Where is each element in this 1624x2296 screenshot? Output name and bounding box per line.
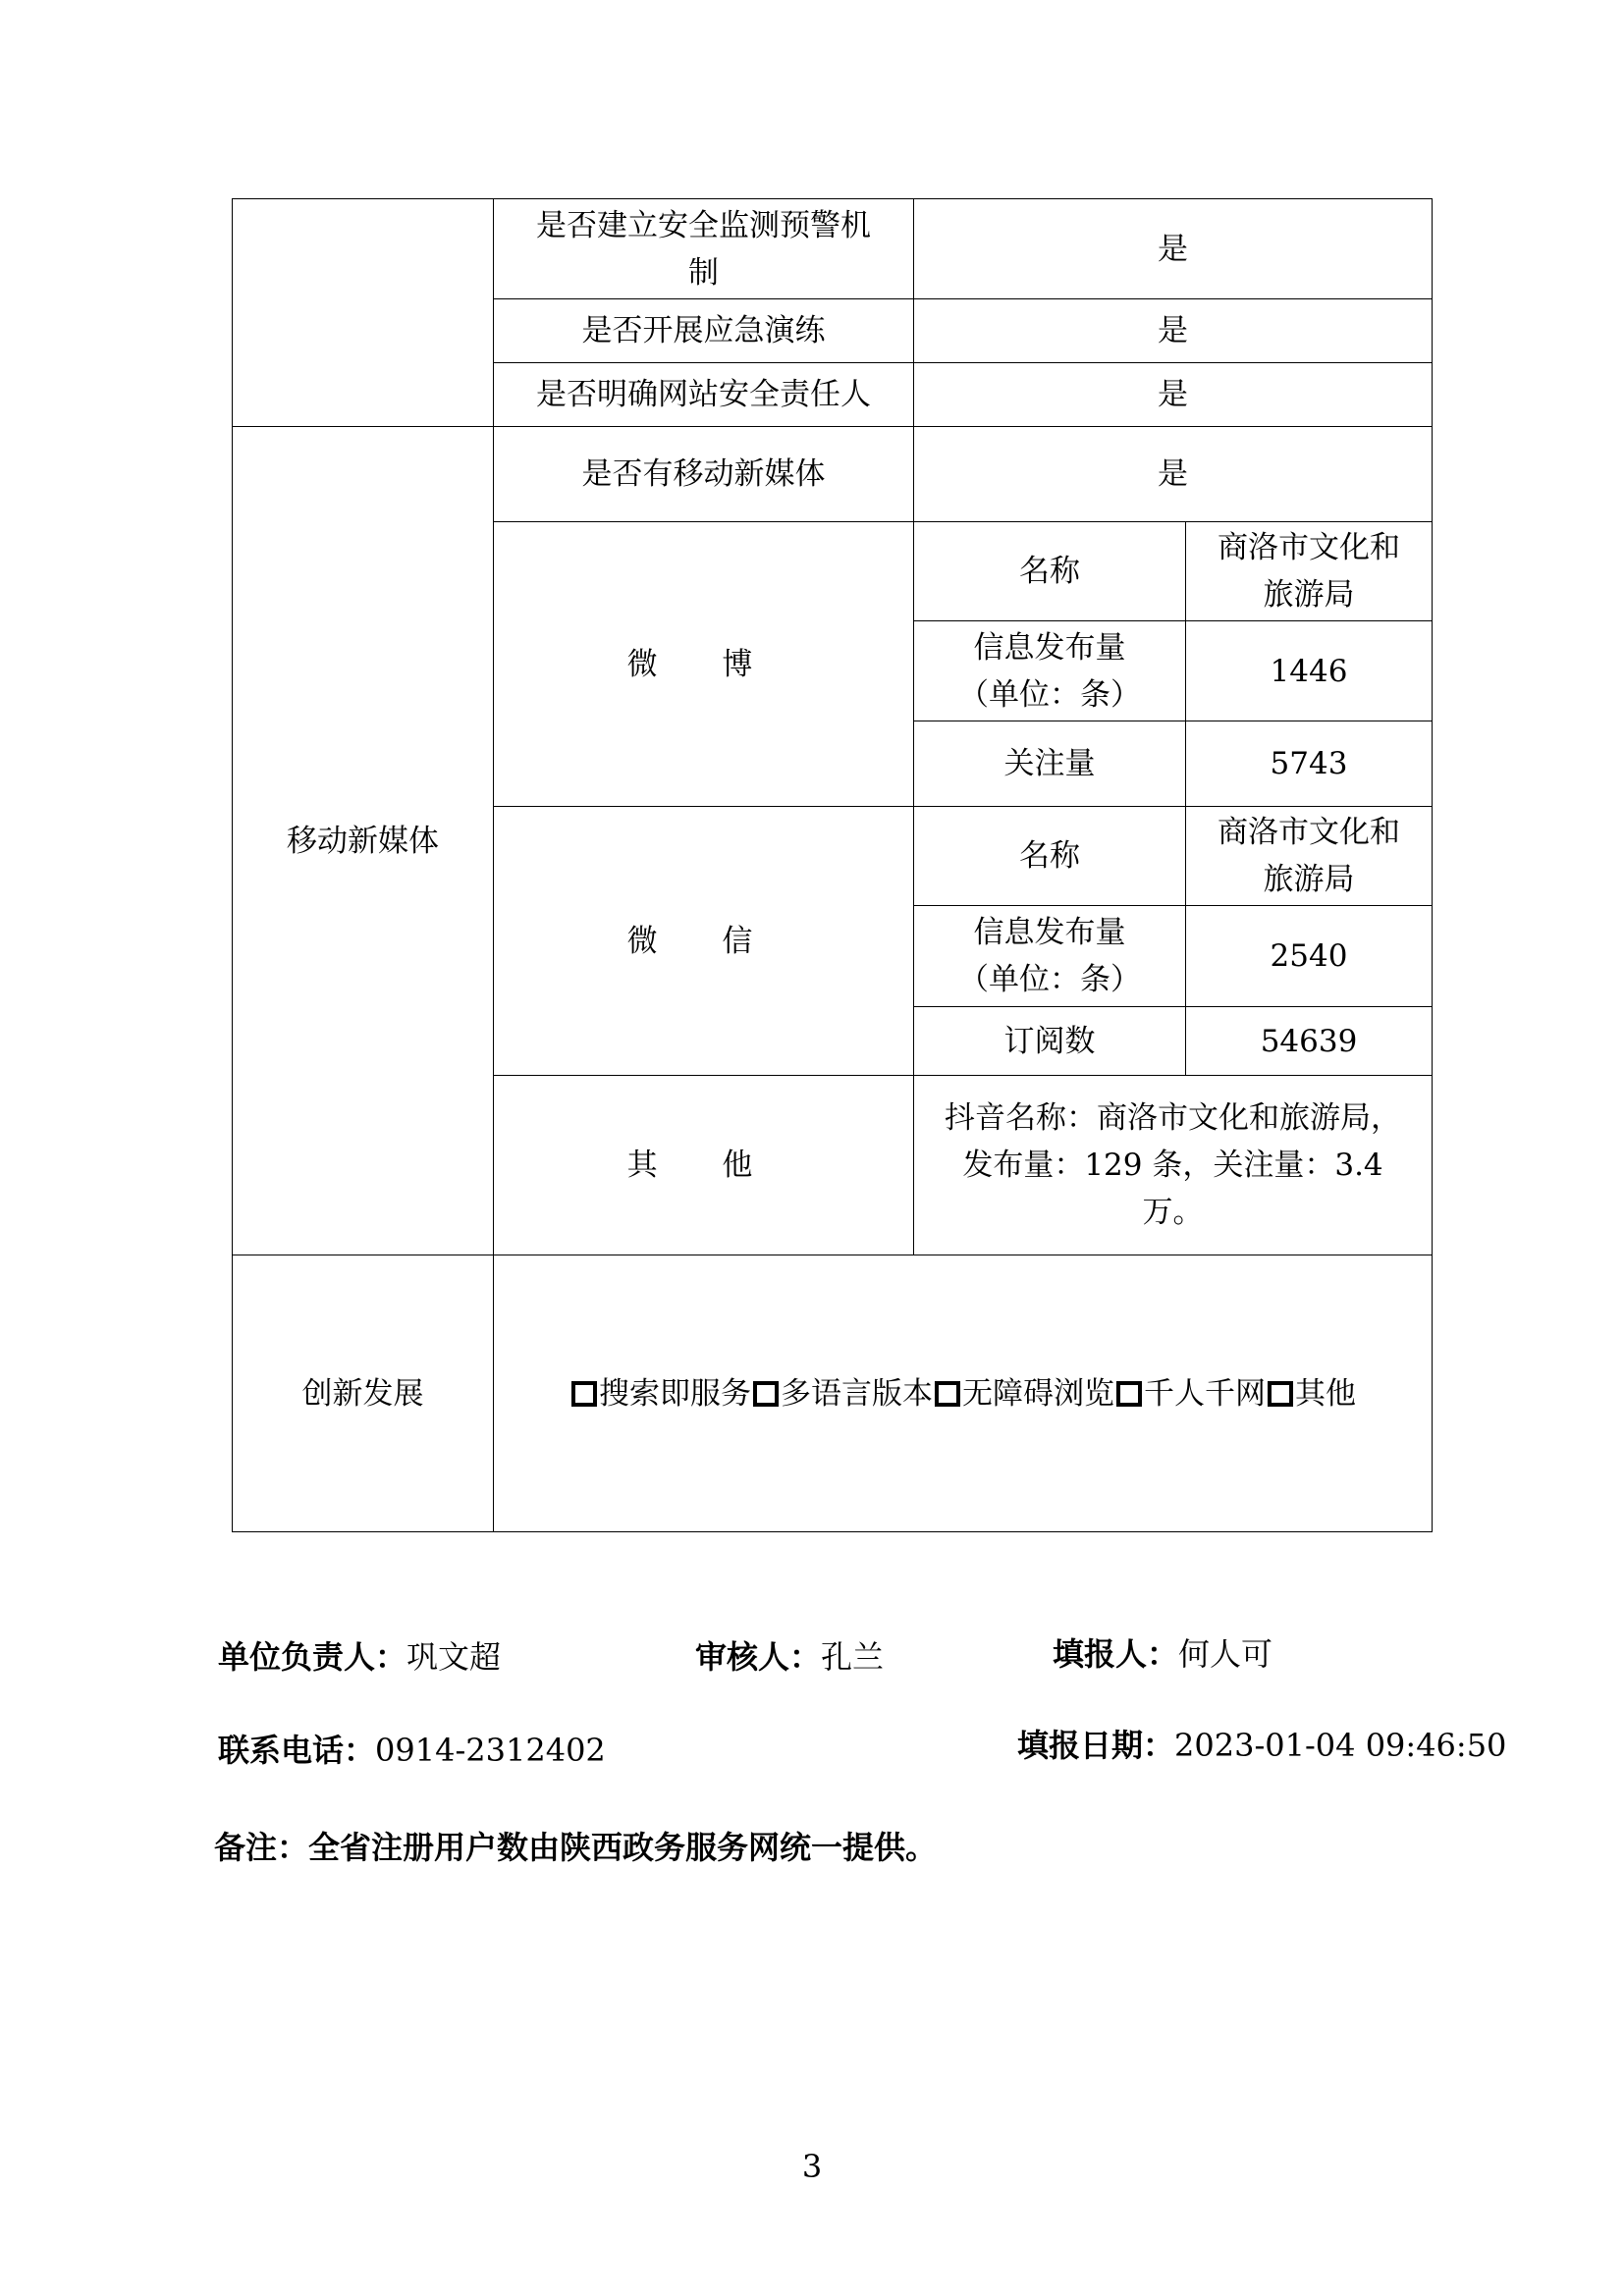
checkbox-icon[interactable] xyxy=(935,1381,960,1407)
weibo-label: 微 博 xyxy=(494,522,914,807)
date-label: 填报日期： xyxy=(1017,1727,1175,1764)
other-label: 其 他 xyxy=(494,1076,914,1255)
weibo-name-value: 商洛市文化和旅游局 xyxy=(1186,522,1433,621)
phone-value: 0914-2312402 xyxy=(375,1732,606,1769)
weibo-name-label: 名称 xyxy=(914,522,1186,621)
owner-value: 是 xyxy=(914,363,1433,427)
filler-value: 何人可 xyxy=(1178,1635,1273,1673)
note: 备注：全省注册用户数由陕西政务服务网统一提供。 xyxy=(214,1829,938,1866)
report-table xyxy=(232,198,1433,1532)
reviewer-value: 孔兰 xyxy=(821,1638,885,1676)
mobile-section-label: 移动新媒体 xyxy=(233,427,494,1255)
weibo-followers-value: 5743 xyxy=(1186,721,1433,807)
wechat-posts-label: 信息发布量（单位：条） xyxy=(914,906,1186,1007)
drill-label: 是否开展应急演练 xyxy=(494,299,914,363)
wechat-name-label: 名称 xyxy=(914,807,1186,906)
head-value: 巩文超 xyxy=(406,1638,502,1676)
innovation-options xyxy=(494,1255,1433,1532)
security-section-cell xyxy=(233,199,494,427)
innovation-section-label: 创新发展 xyxy=(233,1255,494,1532)
wechat-name-value: 商洛市文化和旅游局 xyxy=(1186,807,1433,906)
owner-label: 是否明确网站安全责任人 xyxy=(494,363,914,427)
option-personalized: 千人千网 xyxy=(1144,1375,1266,1412)
filler-label: 填报人： xyxy=(1053,1635,1179,1673)
drill-value: 是 xyxy=(914,299,1433,363)
option-search-service: 搜索即服务 xyxy=(599,1375,751,1412)
monitoring-label: 是否建立安全监测预警机制 xyxy=(494,199,914,299)
monitoring-value: 是 xyxy=(914,199,1433,299)
wechat-subs-value: 54639 xyxy=(1186,1007,1433,1076)
phone-label: 联系电话： xyxy=(218,1732,376,1769)
option-other: 其他 xyxy=(1295,1375,1356,1412)
wechat-posts-value: 2540 xyxy=(1186,906,1433,1007)
reviewer-label: 审核人： xyxy=(695,1638,822,1676)
filler xyxy=(1053,1629,1272,1675)
date-value: 2023-01-04 09:46:50 xyxy=(1174,1727,1507,1764)
checkbox-icon[interactable] xyxy=(1116,1381,1142,1407)
unit-head xyxy=(218,1632,501,1678)
has-mobile-value: 是 xyxy=(914,427,1433,522)
checkbox-icon[interactable] xyxy=(753,1381,779,1407)
checkbox-icon[interactable] xyxy=(571,1381,597,1407)
weibo-followers-label: 关注量 xyxy=(914,721,1186,807)
page-number: 3 xyxy=(801,2148,823,2185)
other-value: 抖音名称：商洛市文化和旅游局，发布量：129 条，关注量：3.4 万。 xyxy=(914,1076,1433,1255)
contact-phone xyxy=(218,1726,606,1771)
wechat-subs-label: 订阅数 xyxy=(914,1007,1186,1076)
has-mobile-label: 是否有移动新媒体 xyxy=(494,427,914,522)
fill-date xyxy=(1017,1721,1506,1766)
reviewer xyxy=(695,1632,884,1678)
checkbox-icon[interactable] xyxy=(1268,1381,1293,1407)
weibo-posts-value: 1446 xyxy=(1186,621,1433,721)
wechat-label: 微 信 xyxy=(494,807,914,1076)
option-multilingual: 多语言版本 xyxy=(781,1375,933,1412)
head-label: 单位负责人： xyxy=(218,1638,407,1676)
option-accessibility: 无障碍浏览 xyxy=(962,1375,1114,1412)
weibo-posts-label: 信息发布量（单位：条） xyxy=(914,621,1186,721)
